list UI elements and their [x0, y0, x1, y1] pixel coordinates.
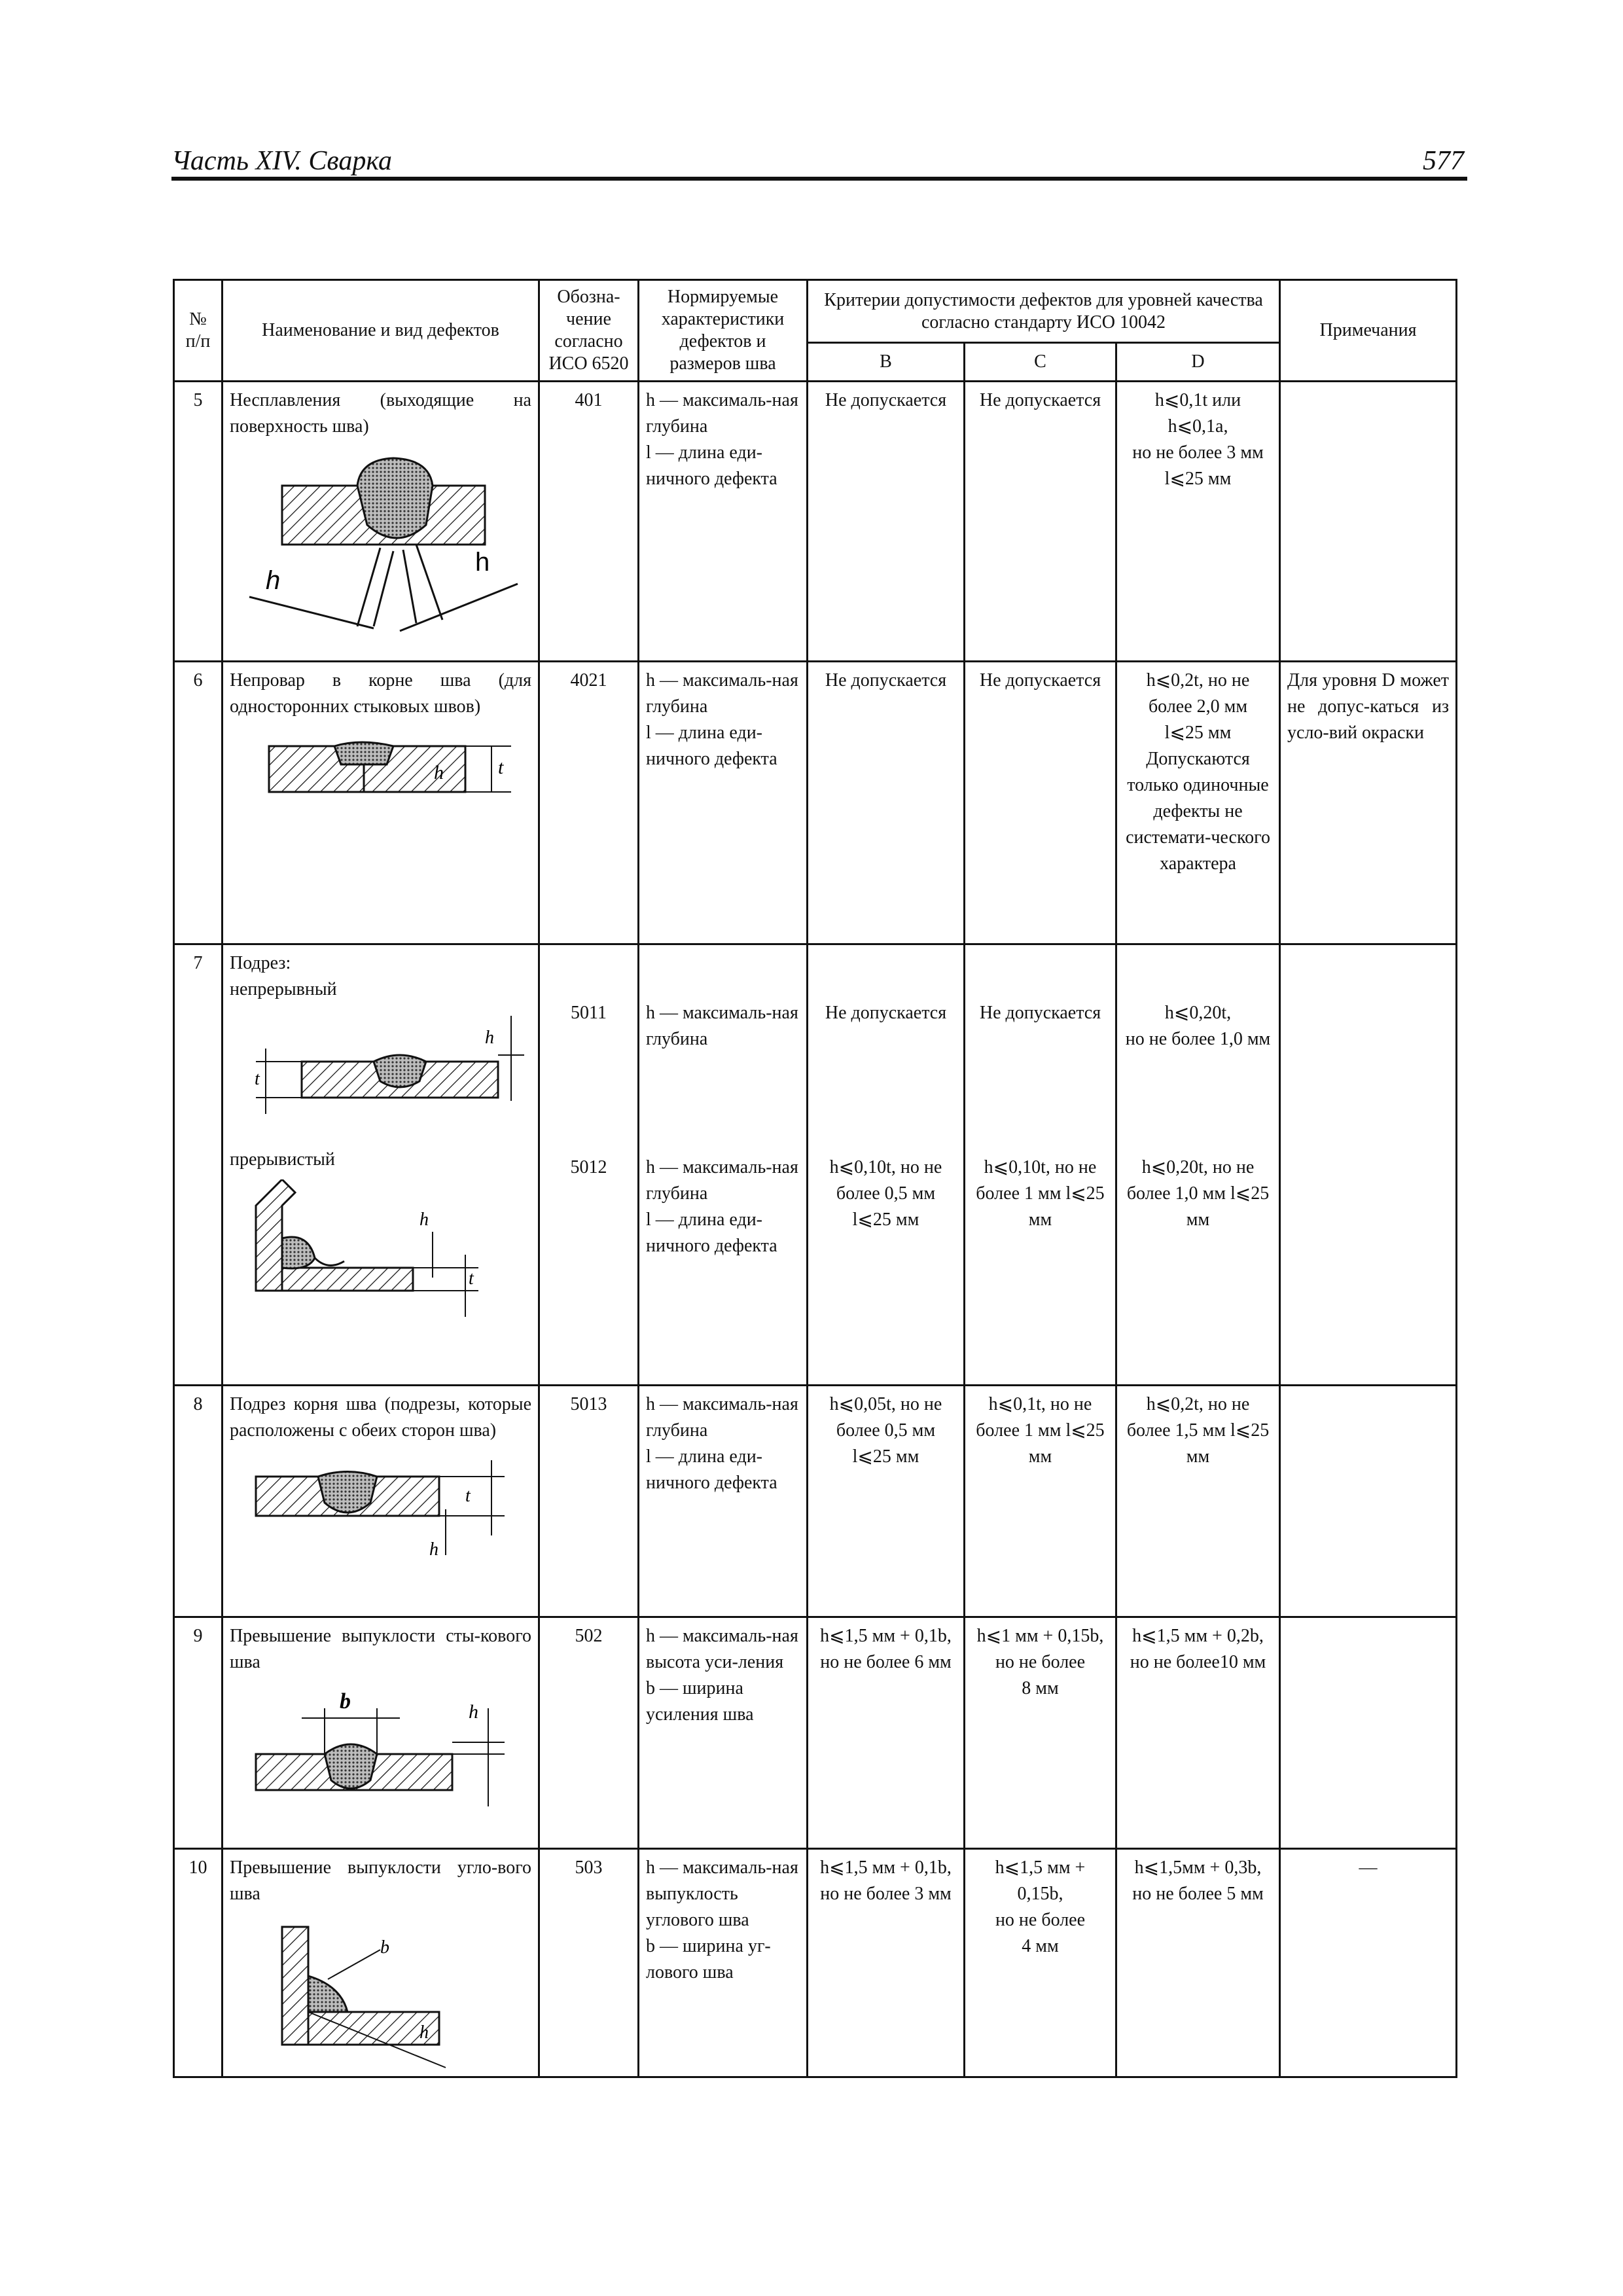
defect-name: Подрез:: [230, 953, 291, 973]
b-label: b: [380, 1937, 389, 1958]
defect-name: Превышение выпуклости сты-кового шва: [230, 1626, 531, 1672]
intermittent-undercut-diagram: [230, 1179, 531, 1330]
col-notes-header: Примечания: [1280, 280, 1457, 382]
notes: Для уровня D может не допус-каться из усло-вий окраски: [1280, 662, 1457, 944]
criteria-text: h⩽0,20t, но не более 1,0 мм: [1125, 1003, 1271, 1049]
notes: [1280, 1386, 1457, 1617]
incomplete-root-penetration-diagram: [230, 726, 531, 805]
characteristics: [639, 1849, 808, 2077]
col-characteristics-header: Нормируемые характеристики дефектов и размеров шва: [639, 280, 808, 382]
row-number: 5: [174, 382, 223, 662]
notes: [1280, 382, 1457, 662]
level-b-criteria: Не допускается: [808, 382, 965, 662]
col-num-header: № п/п: [174, 280, 223, 382]
level-b-criteria: h⩽1,5 мм + 0,1b, но не более 3 мм: [808, 1849, 965, 2077]
header-row: [174, 280, 1457, 343]
undercut-intermittent-label: прерывистый: [230, 1149, 335, 1170]
iso-code: 503: [539, 1849, 639, 2077]
level-c-criteria: Не допускается: [965, 662, 1116, 944]
criteria-text: h⩽0,10t, но не более 0,5 мм l⩽25 мм: [829, 1157, 942, 1230]
undercut-continuous-label: непрерывный: [230, 979, 337, 999]
b-label: b: [340, 1689, 351, 1713]
level-b-criteria: Не допускается: [808, 662, 965, 944]
t-label: t: [498, 757, 504, 778]
iso-code: 502: [539, 1617, 639, 1849]
characteristics: [639, 382, 808, 662]
iso-code-cell: [539, 944, 639, 1386]
row-number: 10: [174, 1849, 223, 2077]
iso-code: 5012: [570, 1157, 607, 1177]
level-d-criteria: h⩽0,2t, но не более 1,5 мм l⩽25 мм: [1116, 1386, 1280, 1617]
criteria-text: h⩽0,20t, но не более 1,0 мм l⩽25 мм: [1126, 1157, 1270, 1230]
defect-name: Несплавления (выходящие на поверхность шва): [230, 390, 531, 437]
iso-code: 401: [539, 382, 639, 662]
characteristics-text: h — максималь-ная глубина: [646, 1003, 798, 1049]
defect-name-cell: [223, 1849, 539, 2077]
level-c-criteria: h⩽0,1t, но не более 1 мм l⩽25 мм: [965, 1386, 1116, 1617]
level-c-criteria: [965, 944, 1116, 1386]
notes: [1280, 944, 1457, 1386]
h-label: h: [434, 762, 444, 783]
level-d-criteria: h⩽0,1t или h⩽0,1a, но не более 3 мм l⩽25 мм: [1116, 382, 1280, 662]
level-c-criteria: h⩽1 мм + 0,15b, но не более 8 мм: [965, 1617, 1116, 1849]
criteria-text: Не допускается: [979, 1003, 1101, 1023]
characteristics: [639, 1386, 808, 1617]
defect-name-cell: [223, 1617, 539, 1849]
characteristics-text: h — максималь-ная глубина l — длина еди-ничного дефекта: [646, 670, 798, 769]
characteristics-text: h — максималь-ная выпуклость углового шва b — ширина уг-лового шва: [646, 1857, 798, 1982]
col-level-d-header: D: [1116, 343, 1280, 382]
level-d-criteria: h⩽1,5мм + 0,3b, но не более 5 мм: [1116, 1849, 1280, 2077]
characteristics: [639, 662, 808, 944]
level-d-criteria: h⩽1,5 мм + 0,2b, но не более10 мм: [1116, 1617, 1280, 1849]
row-number: 8: [174, 1386, 223, 1617]
col-level-b-header: B: [808, 343, 965, 382]
notes: [1280, 1617, 1457, 1849]
t-label: t: [469, 1268, 474, 1289]
table-row: [174, 662, 1457, 944]
row-number: 9: [174, 1617, 223, 1849]
defect-name-cell: [223, 662, 539, 944]
notes: —: [1280, 1849, 1457, 2077]
h-label: h: [419, 2022, 429, 2043]
iso-code: 5013: [539, 1386, 639, 1617]
butt-weld-excess-diagram: [230, 1682, 531, 1820]
criteria-text: Не допускается: [825, 1003, 947, 1023]
defect-name-cell: [223, 944, 539, 1386]
defect-name: Непровар в корне шва (для односторонних стыковых швов): [230, 670, 531, 717]
defect-name-cell: [223, 1386, 539, 1617]
row-number: 7: [174, 944, 223, 1386]
h-label: h: [485, 1028, 494, 1048]
row-number: 6: [174, 662, 223, 944]
t-label: t: [255, 1069, 260, 1089]
iso-code: 5011: [571, 1003, 607, 1023]
level-c-criteria: h⩽1,5 мм + 0,15b, но не более 4 мм: [965, 1849, 1116, 2077]
running-header-section: Часть XIV. Сварка: [171, 146, 392, 176]
defect-name-cell: [223, 382, 539, 662]
characteristics-text: h — максималь-ная высота уси-ления b — ширина усиления шва: [646, 1626, 798, 1725]
header-rule: [171, 177, 1467, 181]
characteristics: [639, 944, 808, 1386]
level-d-criteria: [1116, 944, 1280, 1386]
col-level-c-header: C: [965, 343, 1116, 382]
level-b-criteria: h⩽1,5 мм + 0,1b, но не более 6 мм: [808, 1617, 965, 1849]
page-number: 577: [1423, 146, 1464, 176]
characteristics: [639, 1617, 808, 1849]
table-row: [174, 1849, 1457, 2077]
characteristics-text: h — максималь-ная глубина l — длина еди-ничного дефекта: [646, 1394, 798, 1493]
col-name-header: Наименование и вид дефектов: [223, 280, 539, 382]
characteristics-text: h — максималь-ная глубина l — длина еди-ничного дефекта: [646, 390, 798, 489]
level-b-criteria: [808, 944, 965, 1386]
col-criteria-header: Критерии допустимости дефектов для уровней качества согласно стандарту ИСО 10042: [808, 280, 1280, 343]
h-label: h: [475, 548, 490, 577]
level-b-criteria: h⩽0,05t, но не более 0,5 мм l⩽25 мм: [808, 1386, 965, 1617]
h-label: h: [266, 566, 281, 595]
level-d-criteria: h⩽0,2t, но не более 2,0 мм l⩽25 мм Допускаются только одиночные дефекты не системати-ческого характера: [1116, 662, 1280, 944]
table-row: [174, 382, 1457, 662]
h-label: h: [429, 1539, 438, 1560]
root-undercut-diagram: [230, 1450, 531, 1562]
h-label: h: [419, 1210, 429, 1230]
level-c-criteria: Не допускается: [965, 382, 1116, 662]
continuous-undercut-diagram: [230, 1009, 531, 1121]
table-row: [174, 1386, 1457, 1617]
fillet-weld-excess-diagram: [230, 1914, 531, 2071]
lack-of-fusion-diagram: [230, 446, 531, 643]
table-row: [174, 1617, 1457, 1849]
characteristics-text: h — максималь-ная глубина l — длина еди-ничного дефекта: [646, 1157, 798, 1256]
t-label: t: [465, 1486, 471, 1506]
criteria-text: h⩽0,10t, но не более 1 мм l⩽25 мм: [976, 1157, 1105, 1230]
defect-name: Подрез корня шва (подрезы, которые расположены с обеих сторон шва): [230, 1394, 531, 1441]
iso-code: 4021: [539, 662, 639, 944]
table-row: [174, 944, 1457, 1386]
defects-table: [173, 279, 1457, 2078]
col-designation-header: Обозна-чение согласно ИСО 6520: [539, 280, 639, 382]
h-label: h: [469, 1701, 478, 1723]
defect-name: Превышение выпуклости угло-вого шва: [230, 1857, 531, 1904]
